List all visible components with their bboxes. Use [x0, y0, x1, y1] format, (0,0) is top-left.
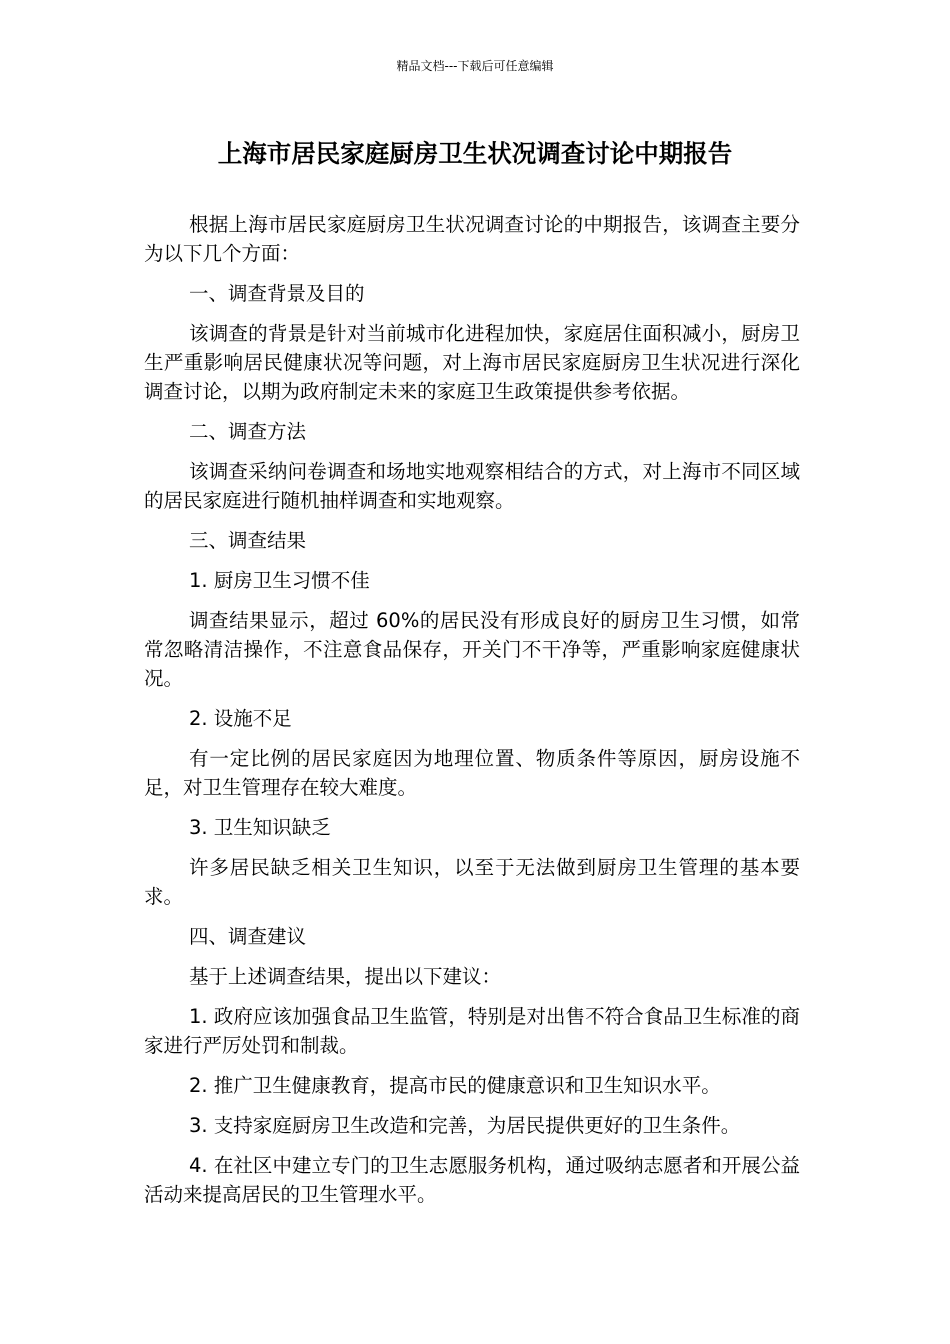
subheading-facilities: 2. 设施不足 [189, 707, 292, 730]
subheading-habits: 1. 厨房卫生习惯不佳 [189, 569, 370, 592]
suggestion-item-3: 3. 支持家庭厨房卫生改造和完善，为居民提供更好的卫生条件。 [189, 1114, 741, 1137]
paragraph-knowledge: 许多居民缺乏相关卫生知识，以至于无法做到厨房卫生管理的基本要求。 [144, 856, 800, 908]
section-heading-background: 一、调查背景及目的 [189, 282, 365, 305]
suggestion-item-2: 2. 推广卫生健康教育，提高市民的健康意识和卫生知识水平。 [189, 1074, 721, 1097]
document-title: 上海市居民家庭厨房卫生状况调查讨论中期报告 [217, 139, 733, 168]
paragraph-method: 该调查采纳问卷调查和场地实地观察相结合的方式，对上海市不同区域的居民家庭进行随机抽样调查和实地观察。 [144, 460, 800, 512]
suggestion-item-4: 4. 在社区中建立专门的卫生志愿服务机构，通过吸纳志愿者和开展公益活动来提高居民的卫生管理水平。 [144, 1154, 800, 1206]
section-heading-method: 二、调查方法 [189, 420, 307, 443]
paragraph-intro: 根据上海市居民家庭厨房卫生状况调查讨论的中期报告，该调查主要分为以下几个方面： [144, 213, 800, 265]
suggestion-item-1: 1. 政府应该加强食品卫生监管，特别是对出售不符合食品卫生标准的商家进行严厉处罚和制裁。 [144, 1005, 800, 1057]
section-heading-suggestions: 四、调查建议 [189, 925, 307, 948]
paragraph-suggestions-intro: 基于上述调查结果，提出以下建议： [189, 965, 502, 988]
page-header: 精品文档---下载后可任意编辑 [396, 59, 554, 73]
paragraph-habits: 调查结果显示，超过 60%的居民没有形成良好的厨房卫生习惯，如常常忽略清洁操作，不注意食品保存，开关门不干净等，严重影响家庭健康状况。 [144, 609, 800, 690]
paragraph-facilities: 有一定比例的居民家庭因为地理位置、物质条件等原因，厨房设施不足，对卫生管理存在较大难度。 [144, 747, 800, 799]
section-heading-results: 三、调查结果 [189, 529, 307, 552]
paragraph-background: 该调查的背景是针对当前城市化进程加快，家庭居住面积减小，厨房卫生严重影响居民健康状况等问题，对上海市居民家庭厨房卫生状况进行深化调查讨论，以期为政府制定未来的家庭卫生政策提供参考依据。 [144, 322, 800, 403]
document-body [144, 210, 800, 1220]
subheading-knowledge: 3. 卫生知识缺乏 [189, 816, 331, 839]
